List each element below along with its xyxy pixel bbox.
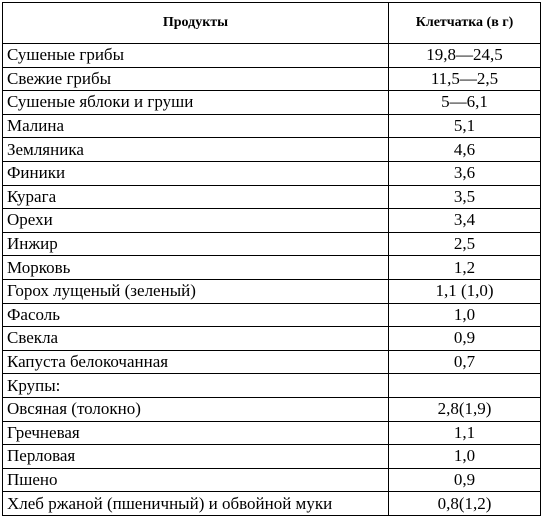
- table-row: [3, 114, 541, 138]
- fiber-cell: 11,5—2,5: [389, 67, 541, 91]
- table-row: [3, 161, 541, 185]
- fiber-cell: 2,5: [389, 232, 541, 256]
- table-row: [3, 209, 541, 233]
- fiber-table: [2, 2, 541, 516]
- table-row: [3, 44, 541, 68]
- fiber-cell: 3,5: [389, 185, 541, 209]
- product-cell: Сушеные грибы: [3, 44, 389, 68]
- product-cell: Инжир: [3, 232, 389, 256]
- table-row: [3, 350, 541, 374]
- table-row: [3, 138, 541, 162]
- section-heading-cell: Крупы:: [3, 374, 389, 398]
- table-row: [3, 492, 541, 516]
- fiber-cell: 0,8(1,2): [389, 492, 541, 516]
- product-cell: Орехи: [3, 209, 389, 233]
- product-cell: Свежие грибы: [3, 67, 389, 91]
- table-row: [3, 279, 541, 303]
- product-cell: Перловая: [3, 445, 389, 469]
- fiber-cell: 0,7: [389, 350, 541, 374]
- table-row: [3, 67, 541, 91]
- fiber-cell: 5—6,1: [389, 91, 541, 115]
- table-row: [3, 374, 541, 398]
- table-row: [3, 232, 541, 256]
- fiber-cell: 3,6: [389, 161, 541, 185]
- table-row: [3, 303, 541, 327]
- product-cell: Фасоль: [3, 303, 389, 327]
- fiber-cell: 1,0: [389, 303, 541, 327]
- fiber-cell: 0,9: [389, 468, 541, 492]
- fiber-cell: 3,4: [389, 209, 541, 233]
- fiber-cell: 2,8(1,9): [389, 397, 541, 421]
- fiber-cell: 1,1: [389, 421, 541, 445]
- table-row: [3, 445, 541, 469]
- product-cell: Капуста белокочанная: [3, 350, 389, 374]
- table-header-row: [3, 3, 541, 44]
- product-cell: Свекла: [3, 327, 389, 351]
- product-cell: Курага: [3, 185, 389, 209]
- fiber-cell: 1,2: [389, 256, 541, 280]
- fiber-cell: [389, 374, 541, 398]
- product-cell: Пшено: [3, 468, 389, 492]
- table-row: [3, 327, 541, 351]
- fiber-cell: 1,0: [389, 445, 541, 469]
- product-cell: Малина: [3, 114, 389, 138]
- product-cell: Овсяная (толокно): [3, 397, 389, 421]
- fiber-cell: 1,1 (1,0): [389, 279, 541, 303]
- product-cell: Сушеные яблоки и груши: [3, 91, 389, 115]
- product-cell: Финики: [3, 161, 389, 185]
- header-products: Продукты: [3, 3, 389, 44]
- fiber-cell: 5,1: [389, 114, 541, 138]
- fiber-cell: 0,9: [389, 327, 541, 351]
- product-cell: Хлеб ржаной (пшеничный) и обвойной муки: [3, 492, 389, 516]
- product-cell: Гречневая: [3, 421, 389, 445]
- table-row: [3, 421, 541, 445]
- table-row: [3, 468, 541, 492]
- fiber-cell: 19,8—24,5: [389, 44, 541, 68]
- table-row: [3, 397, 541, 421]
- table-row: [3, 91, 541, 115]
- header-fiber: Клетчатка (в г): [389, 3, 541, 44]
- table-row: [3, 256, 541, 280]
- fiber-cell: 4,6: [389, 138, 541, 162]
- product-cell: Морковь: [3, 256, 389, 280]
- table-row: [3, 185, 541, 209]
- product-cell: Земляника: [3, 138, 389, 162]
- product-cell: Горох лущеный (зеленый): [3, 279, 389, 303]
